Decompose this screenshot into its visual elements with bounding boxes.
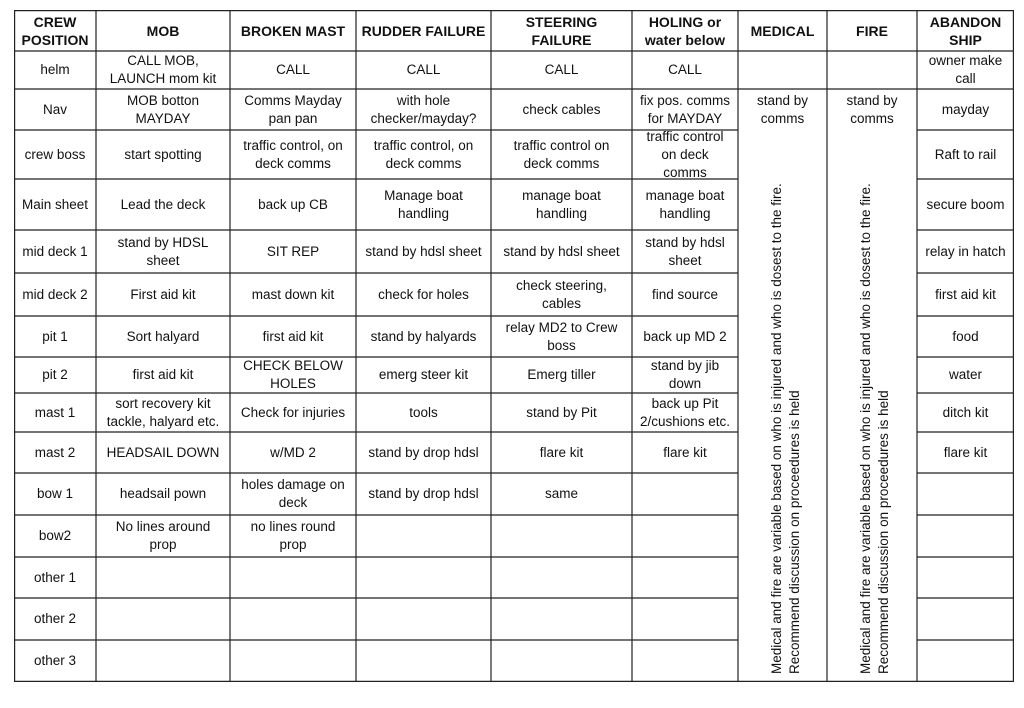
duty-cell: Sort halyard [126, 328, 200, 344]
duty-cell [491, 598, 632, 640]
duty-cell: stand by comms [846, 92, 898, 126]
duty-cell [917, 473, 1014, 515]
crew-position-cell: pit 1 [42, 328, 68, 344]
duty-cell: stand by hdsl sheet [645, 234, 725, 268]
duty-cell [230, 557, 356, 598]
duty-cell [917, 598, 1014, 640]
duty-cell: stand by comms [756, 92, 809, 126]
duty-cell: No lines around prop [115, 519, 211, 552]
duty-cell: tools [409, 404, 438, 420]
crew-position-cell: mid deck 1 [22, 243, 88, 259]
duty-cell: traffic control, on deck comms [373, 137, 474, 171]
duty-cell [96, 598, 230, 640]
duty-cell: CALL [668, 62, 702, 77]
duty-cell: traffic control, on deck comms [243, 137, 343, 171]
duty-cell: food [952, 328, 979, 344]
duty-cell: MOB botton MAYDAY [126, 92, 200, 126]
duty-cell [356, 557, 491, 598]
duty-cell: CALL MOB, LAUNCH mom kit [109, 53, 217, 86]
duty-cell [356, 640, 491, 682]
duty-cell: stand by hdsl sheet [365, 243, 482, 259]
crew-position-cell: helm [40, 62, 70, 77]
duty-cell: traffic control on deck comms [513, 137, 610, 171]
duty-cell: Lead the deck [120, 196, 206, 212]
duty-cell: owner make call [928, 53, 1003, 86]
duty-cell: check cables [522, 101, 601, 117]
duty-cell [356, 515, 491, 557]
duty-cell: mast down kit [251, 286, 335, 302]
duty-cell: SIT REP [266, 243, 320, 259]
duty-cell: relay MD2 to Crew boss [505, 319, 618, 353]
duty-cell: CHECK BELOW HOLES [243, 358, 343, 391]
duty-cell: back up MD 2 [643, 328, 727, 344]
duty-cell: stand by HDSL sheet [117, 234, 209, 268]
column-header: BROKEN MAST [240, 22, 346, 39]
duty-cell [917, 515, 1014, 557]
fire-vertical-note: Medical and fire are variable based on who is injured and who is dosest to the fire. Recommend discussion on proceedures is held [858, 183, 891, 674]
duty-cell: holes damage on deck [241, 477, 345, 510]
duty-cell: with hole checker/mayday? [370, 92, 477, 126]
duty-cell [491, 640, 632, 682]
crew-position-cell: Nav [42, 101, 67, 117]
duty-cell: w/MD 2 [270, 444, 316, 460]
duty-cell [632, 640, 738, 682]
duty-cell [356, 598, 491, 640]
duty-cell: stand by drop hdsl [368, 486, 479, 501]
duty-cell: relay in hatch [925, 243, 1006, 259]
duty-cell: ditch kit [942, 404, 989, 420]
duty-cell: secure boom [926, 196, 1005, 212]
duty-cell: mayday [941, 101, 990, 117]
column-header: STEERING FAILURE [525, 13, 598, 48]
crew-position-cell: bow2 [38, 528, 72, 543]
duty-cell: check steering, cables [516, 277, 607, 311]
duty-cell [632, 598, 738, 640]
duty-cell: manage boat handling [645, 187, 725, 221]
duty-cell: traffic control on deck comms [646, 130, 724, 179]
duty-cell: first aid kit [935, 286, 996, 302]
column-header: MOB [146, 22, 180, 39]
duty-cell [491, 515, 632, 557]
crew-duty-table [14, 10, 1014, 682]
duty-cell: flare kit [943, 444, 988, 460]
crew-position-cell: bow 1 [36, 486, 74, 501]
duty-cell: Manage boat handling [384, 187, 463, 221]
duty-cell: HEADSAIL DOWN [106, 444, 220, 460]
duty-cell: water [948, 367, 982, 382]
duty-cell [827, 51, 917, 89]
crew-position-cell: mid deck 2 [22, 286, 88, 302]
crew-position-cell: mast 2 [34, 444, 76, 460]
duty-cell: check for holes [378, 286, 469, 302]
duty-cell: stand by hdsl sheet [503, 243, 620, 259]
column-header: CREW POSITION [21, 13, 89, 48]
column-header: FIRE [856, 22, 888, 39]
medical-vertical-note: Medical and fire are variable based on who is injured and who is dosest to the fire. Recommend discussion on proceedures is held [769, 183, 802, 674]
duty-cell: CALL [276, 62, 310, 77]
column-header: HOLING or water below [644, 13, 726, 48]
crew-position-cell: Main sheet [21, 196, 89, 212]
duty-cell: sort recovery kit tackle, halyard etc. [106, 395, 220, 429]
duty-cell: back up Pit 2/cushions etc. [639, 395, 731, 429]
duty-cell [917, 640, 1014, 682]
duty-cell: manage boat handling [522, 187, 601, 221]
duty-cell: back up CB [258, 196, 328, 212]
duty-cell: stand by jib down [650, 358, 720, 391]
duty-cell: find source [651, 286, 719, 302]
duty-cell: Check for injuries [240, 404, 346, 420]
duty-cell: CALL [406, 62, 441, 77]
duty-cell: First aid kit [130, 286, 196, 302]
crew-position-cell: mast 1 [34, 404, 76, 420]
duty-cell: stand by drop hdsl [368, 444, 479, 460]
duty-cell: flare kit [539, 444, 584, 460]
duty-cell [230, 640, 356, 682]
duty-cell: stand by Pit [526, 404, 597, 420]
crew-position-cell: other 3 [33, 653, 77, 668]
duty-cell: headsail pown [119, 486, 207, 501]
crew-position-cell: other 1 [33, 569, 77, 585]
duty-cell: stand by halyards [370, 328, 477, 344]
duty-cell: Emerg tiller [527, 367, 596, 382]
duty-cell: fix pos. comms for MAYDAY [639, 92, 731, 126]
duty-cell: flare kit [663, 444, 707, 460]
duty-cell [632, 515, 738, 557]
duty-cell: CALL [544, 62, 579, 77]
duty-cell [917, 557, 1014, 598]
crew-position-cell: other 2 [33, 611, 77, 626]
column-header: ABANDON SHIP [929, 13, 1002, 48]
crew-position-cell: pit 2 [42, 367, 68, 382]
duty-cell: first aid kit [262, 328, 324, 344]
duty-cell: Raft to rail [934, 146, 997, 162]
duty-cell: no lines round prop [250, 519, 336, 552]
duty-cell [96, 640, 230, 682]
column-header: RUDDER FAILURE [361, 22, 486, 39]
duty-cell: emerg steer kit [378, 367, 469, 382]
duty-cell [491, 557, 632, 598]
duty-cell [230, 598, 356, 640]
crew-position-cell: crew boss [24, 146, 86, 162]
duty-cell: same [544, 486, 578, 501]
duty-cell [632, 473, 738, 515]
duty-cell: start spotting [124, 146, 202, 162]
duty-cell: Comms Mayday pan pan [244, 92, 342, 126]
duty-cell [738, 51, 827, 89]
column-header: MEDICAL [750, 22, 815, 39]
duty-cell: first aid kit [132, 367, 194, 382]
duty-cell [632, 557, 738, 598]
duty-cell [96, 557, 230, 598]
